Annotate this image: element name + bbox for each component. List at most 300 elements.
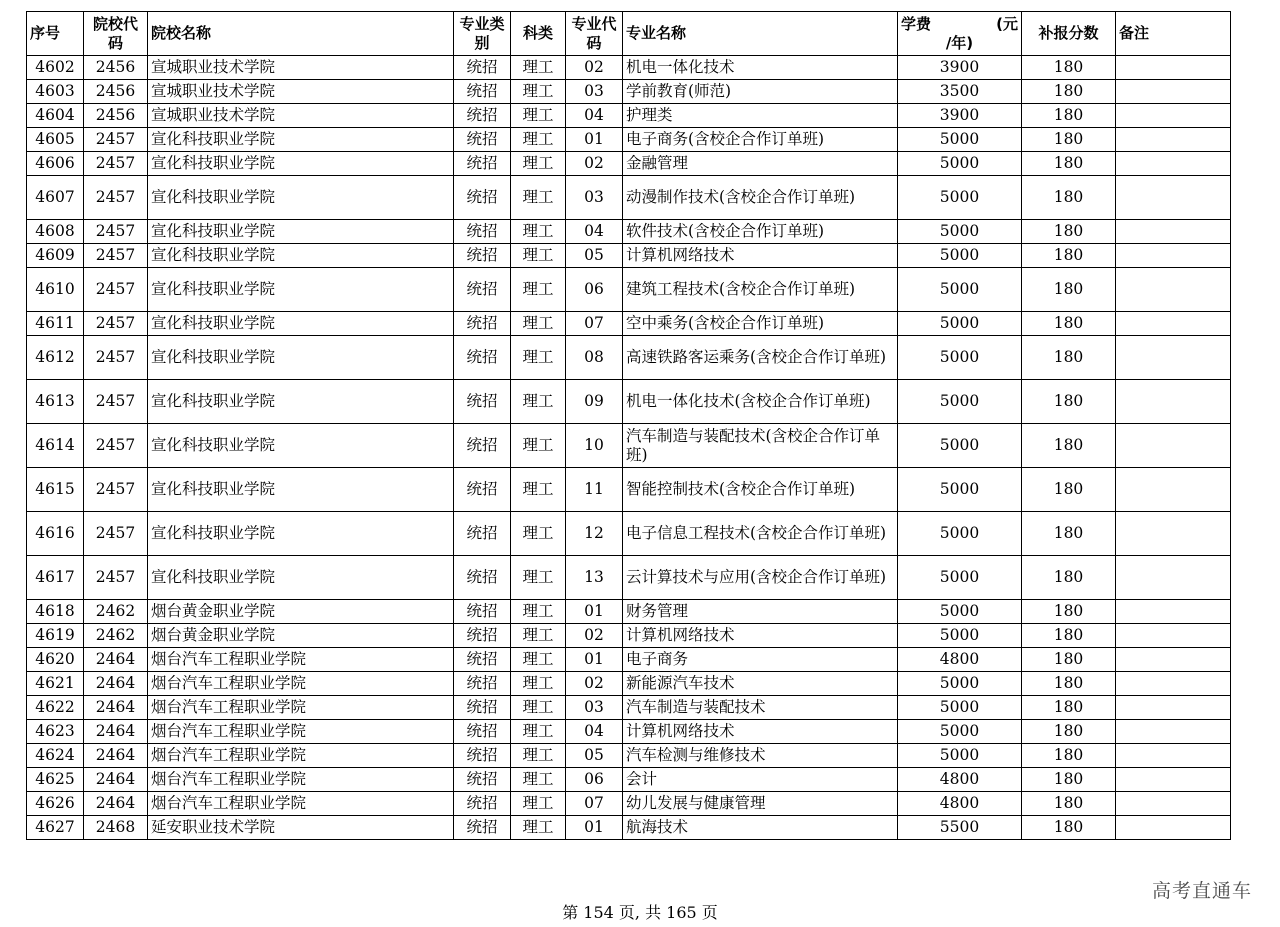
cell-school-code: 2457 [84,268,148,312]
cell-subject: 理工 [511,312,566,336]
cell-fee: 5500 [898,816,1022,840]
cell-school-code: 2456 [84,80,148,104]
cell-fee: 5000 [898,468,1022,512]
cell-note [1116,624,1231,648]
cell-major-type: 统招 [454,720,511,744]
header-seq: 序号 [27,12,84,56]
cell-score: 180 [1022,624,1116,648]
cell-subject: 理工 [511,336,566,380]
cell-major-name: 电子信息工程技术(含校企合作订单班) [623,512,898,556]
cell-major-name: 计算机网络技术 [623,720,898,744]
cell-major-code: 04 [566,720,623,744]
cell-school-code: 2462 [84,600,148,624]
table-row [27,56,1231,80]
table-row [27,624,1231,648]
cell-seq: 4626 [27,792,84,816]
cell-subject: 理工 [511,720,566,744]
header-note: 备注 [1116,12,1231,56]
cell-major-code: 06 [566,768,623,792]
cell-subject: 理工 [511,768,566,792]
cell-school-name: 宣化科技职业学院 [148,556,454,600]
cell-seq: 4617 [27,556,84,600]
cell-subject: 理工 [511,792,566,816]
cell-school-code: 2464 [84,744,148,768]
cell-major-type: 统招 [454,176,511,220]
cell-note [1116,512,1231,556]
cell-score: 180 [1022,792,1116,816]
table-row [27,220,1231,244]
cell-subject: 理工 [511,80,566,104]
cell-fee: 5000 [898,424,1022,468]
page-footer: 第 154 页, 共 165 页 [562,903,718,922]
table-row [27,128,1231,152]
table-row [27,512,1231,556]
cell-note [1116,424,1231,468]
cell-school-name: 烟台黄金职业学院 [148,624,454,648]
cell-school-name: 宣化科技职业学院 [148,268,454,312]
cell-fee: 5000 [898,244,1022,268]
cell-fee: 4800 [898,768,1022,792]
cell-major-code: 07 [566,792,623,816]
header-fee-unit-b: /年) [945,33,974,52]
table-row [27,244,1231,268]
cell-major-code: 08 [566,336,623,380]
cell-school-code: 2457 [84,556,148,600]
cell-score: 180 [1022,380,1116,424]
cell-seq: 4627 [27,816,84,840]
cell-major-code: 10 [566,424,623,468]
cell-seq: 4612 [27,336,84,380]
cell-major-code: 11 [566,468,623,512]
cell-major-type: 统招 [454,672,511,696]
cell-major-code: 05 [566,244,623,268]
table-row [27,816,1231,840]
cell-note [1116,720,1231,744]
cell-school-code: 2457 [84,380,148,424]
cell-major-code: 01 [566,600,623,624]
header-fee-unit-a: (元 [996,14,1018,33]
cell-school-name: 宣城职业技术学院 [148,56,454,80]
cell-score: 180 [1022,512,1116,556]
cell-subject: 理工 [511,556,566,600]
cell-school-code: 2464 [84,768,148,792]
cell-major-code: 12 [566,512,623,556]
cell-seq: 4623 [27,720,84,744]
cell-school-name: 宣化科技职业学院 [148,244,454,268]
cell-fee: 5000 [898,220,1022,244]
cell-school-code: 2457 [84,336,148,380]
cell-seq: 4613 [27,380,84,424]
cell-subject: 理工 [511,424,566,468]
cell-school-name: 烟台汽车工程职业学院 [148,696,454,720]
cell-score: 180 [1022,720,1116,744]
cell-major-code: 03 [566,696,623,720]
cell-school-code: 2457 [84,152,148,176]
cell-fee: 5000 [898,720,1022,744]
cell-subject: 理工 [511,744,566,768]
table-row [27,600,1231,624]
cell-subject: 理工 [511,468,566,512]
cell-note [1116,56,1231,80]
cell-fee: 5000 [898,380,1022,424]
cell-fee: 4800 [898,648,1022,672]
cell-score: 180 [1022,220,1116,244]
cell-school-name: 宣化科技职业学院 [148,128,454,152]
cell-major-type: 统招 [454,380,511,424]
cell-major-name: 新能源汽车技术 [623,672,898,696]
cell-note [1116,80,1231,104]
cell-subject: 理工 [511,268,566,312]
cell-seq: 4607 [27,176,84,220]
header-school-code: 院校代码 [84,12,148,56]
cell-seq: 4605 [27,128,84,152]
cell-score: 180 [1022,80,1116,104]
cell-major-name: 汽车制造与装配技术 [623,696,898,720]
cell-major-name: 计算机网络技术 [623,624,898,648]
cell-school-name: 宣化科技职业学院 [148,424,454,468]
cell-major-code: 01 [566,816,623,840]
cell-major-code: 03 [566,176,623,220]
cell-subject: 理工 [511,512,566,556]
cell-major-type: 统招 [454,468,511,512]
cell-fee: 5000 [898,672,1022,696]
cell-seq: 4622 [27,696,84,720]
table-row [27,468,1231,512]
cell-fee: 5000 [898,556,1022,600]
cell-school-name: 宣化科技职业学院 [148,380,454,424]
cell-school-code: 2464 [84,648,148,672]
cell-major-code: 01 [566,648,623,672]
cell-major-code: 05 [566,744,623,768]
table-row [27,744,1231,768]
admission-table [26,11,1231,840]
cell-seq: 4603 [27,80,84,104]
cell-major-name: 建筑工程技术(含校企合作订单班) [623,268,898,312]
cell-school-name: 烟台汽车工程职业学院 [148,744,454,768]
cell-note [1116,816,1231,840]
cell-major-type: 统招 [454,424,511,468]
cell-major-type: 统招 [454,648,511,672]
cell-score: 180 [1022,104,1116,128]
cell-school-name: 宣化科技职业学院 [148,336,454,380]
cell-note [1116,220,1231,244]
header-major-name: 专业名称 [623,12,898,56]
cell-subject: 理工 [511,816,566,840]
cell-fee: 3500 [898,80,1022,104]
cell-school-name: 宣化科技职业学院 [148,220,454,244]
cell-subject: 理工 [511,220,566,244]
table-row [27,792,1231,816]
cell-fee: 5000 [898,600,1022,624]
cell-major-name: 电子商务 [623,648,898,672]
cell-seq: 4625 [27,768,84,792]
cell-major-type: 统招 [454,792,511,816]
cell-school-code: 2457 [84,176,148,220]
table-row [27,672,1231,696]
cell-major-type: 统招 [454,152,511,176]
cell-score: 180 [1022,244,1116,268]
cell-major-type: 统招 [454,312,511,336]
cell-seq: 4621 [27,672,84,696]
cell-school-code: 2464 [84,696,148,720]
cell-major-type: 统招 [454,744,511,768]
cell-major-name: 航海技术 [623,816,898,840]
cell-fee: 5000 [898,128,1022,152]
cell-note [1116,336,1231,380]
cell-fee: 5000 [898,336,1022,380]
cell-score: 180 [1022,424,1116,468]
table-row [27,152,1231,176]
cell-note [1116,744,1231,768]
cell-major-name: 汽车制造与装配技术(含校企合作订单班) [623,424,898,468]
cell-note [1116,244,1231,268]
cell-school-name: 宣化科技职业学院 [148,468,454,512]
table-row [27,648,1231,672]
cell-major-type: 统招 [454,512,511,556]
cell-school-name: 宣化科技职业学院 [148,176,454,220]
cell-seq: 4611 [27,312,84,336]
cell-note [1116,792,1231,816]
cell-score: 180 [1022,128,1116,152]
header-fee-main: 学费 [901,14,932,33]
cell-school-code: 2457 [84,312,148,336]
header-fee [898,12,1022,56]
cell-subject: 理工 [511,672,566,696]
cell-major-code: 04 [566,104,623,128]
cell-school-code: 2457 [84,220,148,244]
cell-seq: 4602 [27,56,84,80]
table-row [27,104,1231,128]
cell-school-name: 宣城职业技术学院 [148,80,454,104]
cell-subject: 理工 [511,244,566,268]
cell-note [1116,768,1231,792]
cell-major-type: 统招 [454,336,511,380]
cell-fee: 5000 [898,176,1022,220]
cell-score: 180 [1022,672,1116,696]
cell-note [1116,600,1231,624]
cell-school-code: 2464 [84,792,148,816]
cell-subject: 理工 [511,380,566,424]
cell-score: 180 [1022,312,1116,336]
cell-major-code: 01 [566,128,623,152]
cell-major-type: 统招 [454,816,511,840]
cell-school-name: 烟台汽车工程职业学院 [148,768,454,792]
cell-note [1116,648,1231,672]
cell-note [1116,312,1231,336]
cell-major-type: 统招 [454,624,511,648]
cell-major-name: 电子商务(含校企合作订单班) [623,128,898,152]
cell-fee: 5000 [898,512,1022,556]
table-row [27,720,1231,744]
table-header-row [27,12,1231,56]
cell-fee: 4800 [898,792,1022,816]
cell-subject: 理工 [511,600,566,624]
cell-subject: 理工 [511,696,566,720]
table-row [27,176,1231,220]
cell-note [1116,268,1231,312]
cell-school-name: 烟台汽车工程职业学院 [148,792,454,816]
cell-seq: 4606 [27,152,84,176]
cell-seq: 4609 [27,244,84,268]
cell-major-name: 会计 [623,768,898,792]
cell-fee: 3900 [898,104,1022,128]
cell-school-name: 烟台黄金职业学院 [148,600,454,624]
cell-fee: 5000 [898,152,1022,176]
cell-note [1116,380,1231,424]
cell-school-code: 2457 [84,424,148,468]
cell-school-name: 宣化科技职业学院 [148,312,454,336]
cell-subject: 理工 [511,624,566,648]
cell-fee: 5000 [898,624,1022,648]
cell-school-name: 宣化科技职业学院 [148,152,454,176]
cell-school-name: 宣化科技职业学院 [148,512,454,556]
cell-fee: 5000 [898,312,1022,336]
cell-major-type: 统招 [454,768,511,792]
cell-score: 180 [1022,768,1116,792]
cell-major-name: 机电一体化技术(含校企合作订单班) [623,380,898,424]
cell-seq: 4608 [27,220,84,244]
cell-major-code: 02 [566,624,623,648]
cell-note [1116,128,1231,152]
cell-major-name: 护理类 [623,104,898,128]
cell-fee: 5000 [898,268,1022,312]
cell-major-code: 02 [566,672,623,696]
table-row [27,380,1231,424]
table-row [27,336,1231,380]
cell-school-code: 2456 [84,56,148,80]
cell-major-name: 云计算技术与应用(含校企合作订单班) [623,556,898,600]
cell-note [1116,468,1231,512]
cell-major-type: 统招 [454,556,511,600]
header-subject: 科类 [511,12,566,56]
table-row [27,268,1231,312]
cell-major-name: 机电一体化技术 [623,56,898,80]
brand-watermark: 高考直通车 [1151,880,1252,902]
table-body [27,56,1231,840]
table-row [27,424,1231,468]
cell-major-name: 空中乘务(含校企合作订单班) [623,312,898,336]
cell-school-name: 烟台汽车工程职业学院 [148,672,454,696]
cell-subject: 理工 [511,176,566,220]
cell-seq: 4604 [27,104,84,128]
cell-score: 180 [1022,268,1116,312]
cell-major-name: 软件技术(含校企合作订单班) [623,220,898,244]
cell-school-code: 2464 [84,720,148,744]
cell-school-name: 延安职业技术学院 [148,816,454,840]
cell-school-code: 2468 [84,816,148,840]
cell-seq: 4619 [27,624,84,648]
cell-major-code: 04 [566,220,623,244]
cell-score: 180 [1022,152,1116,176]
cell-seq: 4610 [27,268,84,312]
cell-subject: 理工 [511,152,566,176]
table-row [27,696,1231,720]
cell-note [1116,152,1231,176]
cell-major-name: 财务管理 [623,600,898,624]
cell-major-name: 高速铁路客运乘务(含校企合作订单班) [623,336,898,380]
cell-major-type: 统招 [454,696,511,720]
cell-note [1116,672,1231,696]
cell-major-code: 09 [566,380,623,424]
cell-major-name: 汽车检测与维修技术 [623,744,898,768]
cell-seq: 4620 [27,648,84,672]
cell-score: 180 [1022,556,1116,600]
cell-seq: 4615 [27,468,84,512]
cell-seq: 4618 [27,600,84,624]
cell-score: 180 [1022,56,1116,80]
cell-school-code: 2464 [84,672,148,696]
cell-score: 180 [1022,336,1116,380]
cell-major-type: 统招 [454,244,511,268]
cell-seq: 4614 [27,424,84,468]
header-major-type: 专业类别 [454,12,511,56]
cell-school-code: 2457 [84,512,148,556]
cell-note [1116,176,1231,220]
cell-school-name: 烟台汽车工程职业学院 [148,720,454,744]
cell-school-code: 2456 [84,104,148,128]
cell-major-code: 02 [566,152,623,176]
cell-note [1116,696,1231,720]
cell-major-code: 07 [566,312,623,336]
cell-school-code: 2457 [84,128,148,152]
cell-score: 180 [1022,816,1116,840]
cell-major-type: 统招 [454,80,511,104]
cell-major-name: 智能控制技术(含校企合作订单班) [623,468,898,512]
cell-major-name: 计算机网络技术 [623,244,898,268]
cell-school-name: 宣城职业技术学院 [148,104,454,128]
cell-school-code: 2457 [84,244,148,268]
cell-major-type: 统招 [454,128,511,152]
cell-score: 180 [1022,468,1116,512]
cell-score: 180 [1022,744,1116,768]
cell-score: 180 [1022,176,1116,220]
cell-note [1116,104,1231,128]
cell-major-type: 统招 [454,56,511,80]
cell-seq: 4616 [27,512,84,556]
cell-major-type: 统招 [454,600,511,624]
cell-note [1116,556,1231,600]
cell-major-type: 统招 [454,104,511,128]
cell-subject: 理工 [511,104,566,128]
cell-school-code: 2457 [84,468,148,512]
cell-major-code: 06 [566,268,623,312]
header-score: 补报分数 [1022,12,1116,56]
cell-score: 180 [1022,696,1116,720]
cell-fee: 3900 [898,56,1022,80]
cell-major-code: 02 [566,56,623,80]
cell-score: 180 [1022,600,1116,624]
cell-major-type: 统招 [454,268,511,312]
cell-major-code: 03 [566,80,623,104]
cell-seq: 4624 [27,744,84,768]
cell-fee: 5000 [898,744,1022,768]
table-row [27,556,1231,600]
cell-major-code: 13 [566,556,623,600]
cell-school-code: 2462 [84,624,148,648]
table-row [27,768,1231,792]
cell-school-name: 烟台汽车工程职业学院 [148,648,454,672]
cell-major-name: 动漫制作技术(含校企合作订单班) [623,176,898,220]
cell-subject: 理工 [511,56,566,80]
table-row [27,80,1231,104]
header-major-code: 专业代码 [566,12,623,56]
cell-major-name: 学前教育(师范) [623,80,898,104]
cell-major-name: 金融管理 [623,152,898,176]
table-row [27,312,1231,336]
cell-major-type: 统招 [454,220,511,244]
header-school-name: 院校名称 [148,12,454,56]
cell-subject: 理工 [511,128,566,152]
